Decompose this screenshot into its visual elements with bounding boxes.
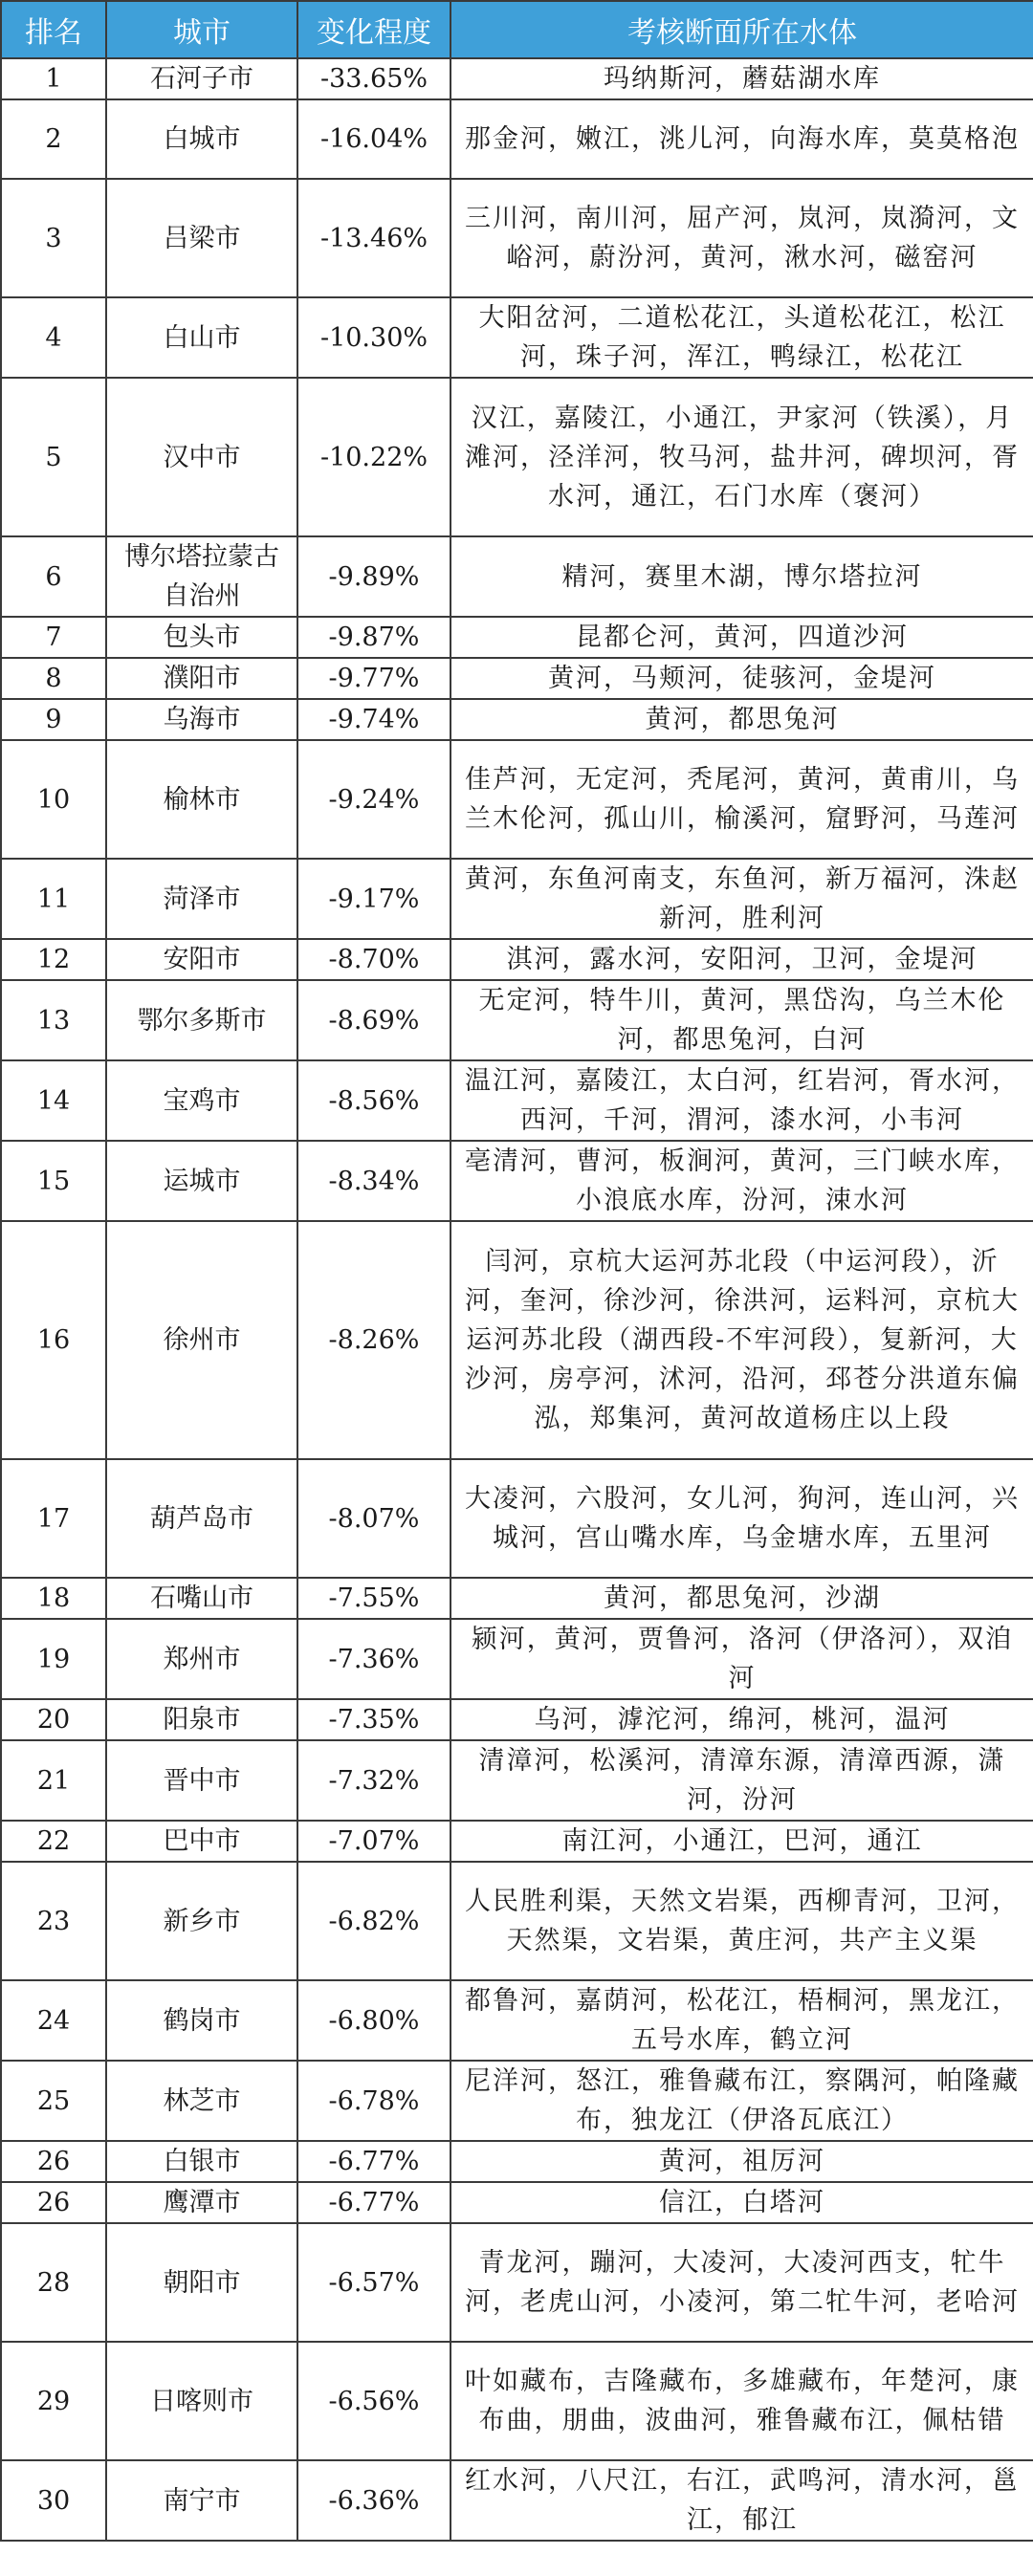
table-row xyxy=(1,1060,1033,1141)
change-cell: -6.57% xyxy=(297,2223,451,2342)
city-cell: 鄂尔多斯市 xyxy=(106,980,297,1060)
change-cell: -9.17% xyxy=(297,859,451,939)
table-row xyxy=(1,1619,1033,1699)
water-cell: 颍河，黄河，贾鲁河，洛河（伊洛河），双洎河 xyxy=(451,1619,1033,1699)
rank-cell: 12 xyxy=(1,939,106,980)
header-rank: 排名 xyxy=(1,1,106,58)
rank-cell: 22 xyxy=(1,1821,106,1862)
city-cell: 鹤岗市 xyxy=(106,1980,297,2061)
change-cell: -10.30% xyxy=(297,297,451,378)
table-row xyxy=(1,2342,1033,2460)
city-cell: 安阳市 xyxy=(106,939,297,980)
water-cell: 乌河，滹沱河，绵河，桃河，温河 xyxy=(451,1699,1033,1740)
change-cell: -8.34% xyxy=(297,1141,451,1221)
table-row xyxy=(1,1740,1033,1821)
water-cell: 黄河，都思兔河，沙湖 xyxy=(451,1578,1033,1619)
change-cell: -8.07% xyxy=(297,1459,451,1578)
change-cell: -9.77% xyxy=(297,658,451,699)
change-cell: -9.87% xyxy=(297,617,451,658)
water-cell: 大凌河，六股河，女儿河，狗河，连山河，兴城河，宫山嘴水库，乌金塘水库，五里河 xyxy=(451,1459,1033,1578)
water-cell: 都鲁河，嘉荫河，松花江，梧桐河，黑龙江，五号水库，鹤立河 xyxy=(451,1980,1033,2061)
city-cell: 博尔塔拉蒙古自治州 xyxy=(106,536,297,617)
city-cell: 新乡市 xyxy=(106,1862,297,1980)
change-cell: -10.22% xyxy=(297,378,451,536)
city-cell: 朝阳市 xyxy=(106,2223,297,2342)
city-cell: 石河子市 xyxy=(106,58,297,99)
water-cell: 精河，赛里木湖，博尔塔拉河 xyxy=(451,536,1033,617)
change-cell: -7.55% xyxy=(297,1578,451,1619)
city-cell: 汉中市 xyxy=(106,378,297,536)
change-cell: -33.65% xyxy=(297,58,451,99)
rank-cell: 23 xyxy=(1,1862,106,1980)
city-cell: 林芝市 xyxy=(106,2061,297,2141)
table-row xyxy=(1,617,1033,658)
rank-cell: 3 xyxy=(1,179,106,297)
change-cell: -6.77% xyxy=(297,2182,451,2223)
table-row xyxy=(1,1699,1033,1740)
water-cell: 闫河，京杭大运河苏北段（中运河段），沂河，奎河，徐沙河，徐洪河，运料河，京杭大运河苏北段（湖西段-不牢河段），复新河，大沙河，房亭河，沭河，沿河，邳苍分洪道东偏泓，郑集河，黄河故道杨庄以上段 xyxy=(451,1221,1033,1459)
table-row xyxy=(1,1821,1033,1862)
rank-cell: 2 xyxy=(1,99,106,179)
rank-cell: 17 xyxy=(1,1459,106,1578)
water-cell: 黄河，祖厉河 xyxy=(451,2141,1033,2182)
change-cell: -8.69% xyxy=(297,980,451,1060)
header-city: 城市 xyxy=(106,1,297,58)
change-cell: -6.36% xyxy=(297,2460,451,2541)
rank-cell: 29 xyxy=(1,2342,106,2460)
table-row xyxy=(1,2460,1033,2541)
water-cell: 淇河，露水河，安阳河，卫河，金堤河 xyxy=(451,939,1033,980)
city-cell: 日喀则市 xyxy=(106,2342,297,2460)
rank-cell: 9 xyxy=(1,699,106,740)
table-row xyxy=(1,378,1033,536)
rank-cell: 25 xyxy=(1,2061,106,2141)
table-row xyxy=(1,99,1033,179)
water-cell: 佳芦河，无定河，秃尾河，黄河，黄甫川，乌兰木伦河，孤山川，榆溪河，窟野河，马莲河 xyxy=(451,740,1033,859)
water-cell: 清漳河，松溪河，清漳东源，清漳西源，潇河，汾河 xyxy=(451,1740,1033,1821)
table-row xyxy=(1,1980,1033,2061)
change-cell: -6.56% xyxy=(297,2342,451,2460)
change-cell: -7.32% xyxy=(297,1740,451,1821)
water-cell: 尼洋河，怒江，雅鲁藏布江，察隅河，帕隆藏布，独龙江（伊洛瓦底江） xyxy=(451,2061,1033,2141)
table-row xyxy=(1,58,1033,99)
rank-cell: 28 xyxy=(1,2223,106,2342)
water-cell: 信江，白塔河 xyxy=(451,2182,1033,2223)
change-cell: -8.70% xyxy=(297,939,451,980)
change-cell: -6.77% xyxy=(297,2141,451,2182)
header-change: 变化程度 xyxy=(297,1,451,58)
change-cell: -6.78% xyxy=(297,2061,451,2141)
change-cell: -7.07% xyxy=(297,1821,451,1862)
change-cell: -8.56% xyxy=(297,1060,451,1141)
city-cell: 乌海市 xyxy=(106,699,297,740)
city-cell: 石嘴山市 xyxy=(106,1578,297,1619)
rank-cell: 21 xyxy=(1,1740,106,1821)
table-row xyxy=(1,297,1033,378)
water-cell: 人民胜利渠，天然文岩渠，西柳青河，卫河，天然渠，文岩渠，黄庄河，共产主义渠 xyxy=(451,1862,1033,1980)
water-cell: 汉江，嘉陵江，小通江，尹家河（铁溪），月滩河，泾洋河，牧马河，盐井河，碑坝河，胥水河，通江，石门水库（褒河） xyxy=(451,378,1033,536)
city-cell: 南宁市 xyxy=(106,2460,297,2541)
city-cell: 徐州市 xyxy=(106,1221,297,1459)
change-cell: -8.26% xyxy=(297,1221,451,1459)
table-row xyxy=(1,2223,1033,2342)
rank-cell: 5 xyxy=(1,378,106,536)
rank-cell: 16 xyxy=(1,1221,106,1459)
table-row xyxy=(1,658,1033,699)
water-cell: 三川河，南川河，屈产河，岚河，岚漪河，文峪河，蔚汾河，黄河，湫水河，磁窑河 xyxy=(451,179,1033,297)
rank-cell: 26 xyxy=(1,2182,106,2223)
city-cell: 吕梁市 xyxy=(106,179,297,297)
table-row xyxy=(1,536,1033,617)
city-cell: 白山市 xyxy=(106,297,297,378)
table-row xyxy=(1,1221,1033,1459)
city-cell: 菏泽市 xyxy=(106,859,297,939)
city-cell: 榆林市 xyxy=(106,740,297,859)
rank-cell: 7 xyxy=(1,617,106,658)
water-cell: 黄河，马颊河，徒骇河，金堤河 xyxy=(451,658,1033,699)
water-cell: 那金河，嫩江，洮儿河，向海水库，莫莫格泡 xyxy=(451,99,1033,179)
header-water: 考核断面所在水体 xyxy=(451,1,1033,58)
city-cell: 白城市 xyxy=(106,99,297,179)
rank-cell: 4 xyxy=(1,297,106,378)
table-row xyxy=(1,1141,1033,1221)
table-row xyxy=(1,1578,1033,1619)
city-cell: 晋中市 xyxy=(106,1740,297,1821)
rank-cell: 30 xyxy=(1,2460,106,2541)
water-cell: 亳清河，曹河，板涧河，黄河，三门峡水库，小浪底水库，汾河，涑水河 xyxy=(451,1141,1033,1221)
rank-cell: 13 xyxy=(1,980,106,1060)
rank-cell: 10 xyxy=(1,740,106,859)
change-cell: -7.35% xyxy=(297,1699,451,1740)
table-row xyxy=(1,980,1033,1060)
rank-cell: 15 xyxy=(1,1141,106,1221)
rank-cell: 26 xyxy=(1,2141,106,2182)
change-cell: -9.89% xyxy=(297,536,451,617)
city-cell: 濮阳市 xyxy=(106,658,297,699)
water-cell: 叶如藏布，吉隆藏布，多雄藏布，年楚河，康布曲，朋曲，波曲河，雅鲁藏布江，佩枯错 xyxy=(451,2342,1033,2460)
water-cell: 黄河，东鱼河南支，东鱼河，新万福河，洙赵新河，胜利河 xyxy=(451,859,1033,939)
table-row xyxy=(1,699,1033,740)
rank-cell: 14 xyxy=(1,1060,106,1141)
table-row xyxy=(1,179,1033,297)
rank-cell: 20 xyxy=(1,1699,106,1740)
water-cell: 大阳岔河，二道松花江，头道松花江，松江河，珠子河，浑江，鸭绿江，松花江 xyxy=(451,297,1033,378)
city-cell: 宝鸡市 xyxy=(106,1060,297,1141)
table-row xyxy=(1,2141,1033,2182)
change-cell: -16.04% xyxy=(297,99,451,179)
city-cell: 鹰潭市 xyxy=(106,2182,297,2223)
water-cell: 南江河，小通江，巴河，通江 xyxy=(451,1821,1033,1862)
city-cell: 郑州市 xyxy=(106,1619,297,1699)
table-row xyxy=(1,1862,1033,1980)
change-cell: -9.74% xyxy=(297,699,451,740)
change-cell: -6.80% xyxy=(297,1980,451,2061)
rank-cell: 1 xyxy=(1,58,106,99)
water-cell: 温江河，嘉陵江，太白河，红岩河，胥水河，西河，千河，渭河，漆水河，小韦河 xyxy=(451,1060,1033,1141)
water-cell: 无定河，特牛川，黄河，黑岱沟，乌兰木伦河，都思兔河，白河 xyxy=(451,980,1033,1060)
table-row xyxy=(1,1459,1033,1578)
city-cell: 白银市 xyxy=(106,2141,297,2182)
rank-cell: 24 xyxy=(1,1980,106,2061)
water-cell: 青龙河，蹦河，大凌河，大凌河西支，牤牛河，老虎山河，小凌河，第二牤牛河，老哈河 xyxy=(451,2223,1033,2342)
table-row xyxy=(1,859,1033,939)
city-cell: 巴中市 xyxy=(106,1821,297,1862)
rank-cell: 19 xyxy=(1,1619,106,1699)
city-cell: 运城市 xyxy=(106,1141,297,1221)
water-cell: 昆都仑河，黄河，四道沙河 xyxy=(451,617,1033,658)
water-cell: 玛纳斯河，蘑菇湖水库 xyxy=(451,58,1033,99)
city-cell: 葫芦岛市 xyxy=(106,1459,297,1578)
table-row xyxy=(1,2182,1033,2223)
water-cell: 黄河，都思兔河 xyxy=(451,699,1033,740)
change-cell: -13.46% xyxy=(297,179,451,297)
table-row xyxy=(1,2061,1033,2141)
change-cell: -9.24% xyxy=(297,740,451,859)
change-cell: -6.82% xyxy=(297,1862,451,1980)
table-row xyxy=(1,939,1033,980)
table-row xyxy=(1,740,1033,859)
rank-cell: 6 xyxy=(1,536,106,617)
change-cell: -7.36% xyxy=(297,1619,451,1699)
rank-cell: 8 xyxy=(1,658,106,699)
city-cell: 阳泉市 xyxy=(106,1699,297,1740)
city-cell: 包头市 xyxy=(106,617,297,658)
rank-cell: 18 xyxy=(1,1578,106,1619)
header-row xyxy=(1,1,1033,58)
water-cell: 红水河，八尺江，右江，武鸣河，清水河，邕江，郁江 xyxy=(451,2460,1033,2541)
rank-cell: 11 xyxy=(1,859,106,939)
